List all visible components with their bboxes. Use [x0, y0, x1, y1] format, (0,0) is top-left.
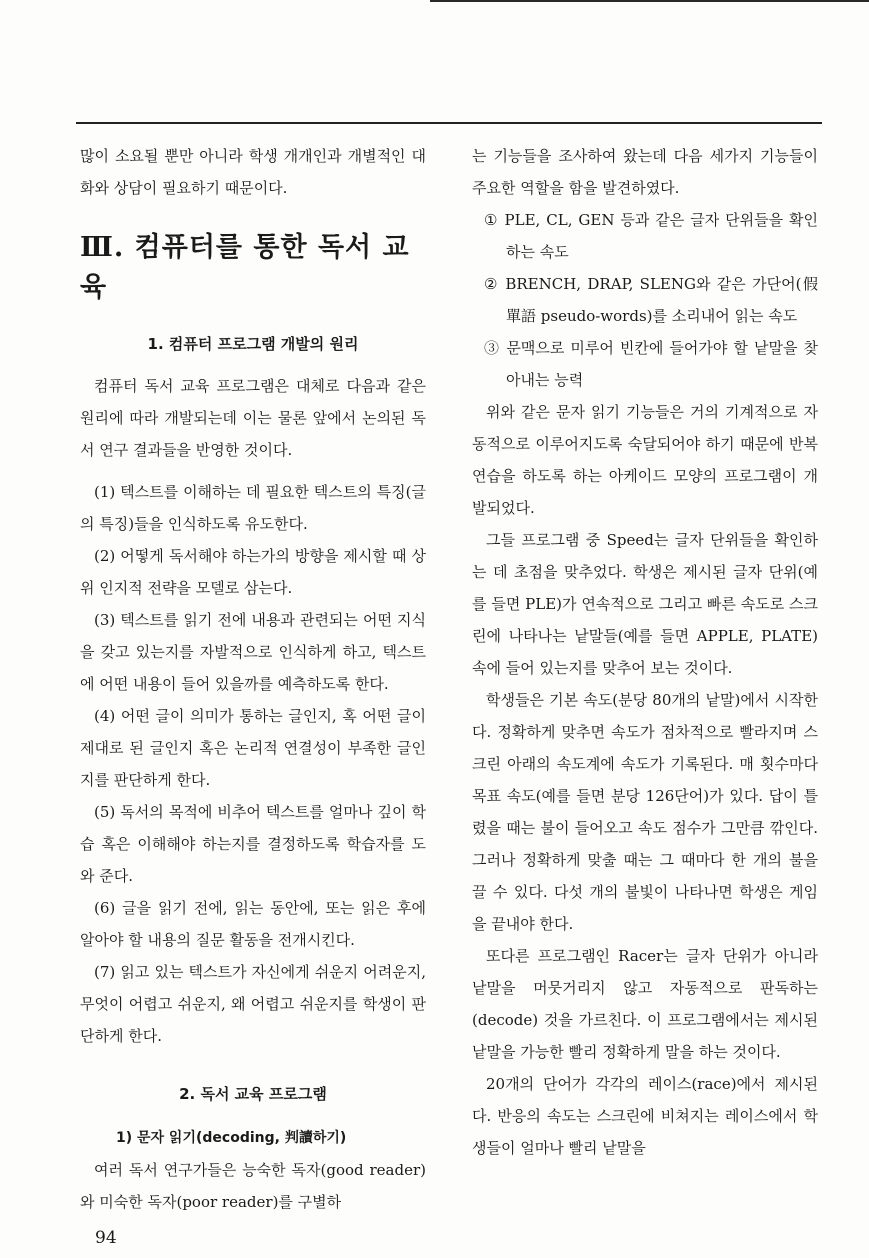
subsection-title: 2. 독서 교육 프로그램	[179, 1085, 327, 1103]
principle-item: (7) 읽고 있는 텍스트가 자신에게 쉬운지 어려운지, 무엇이 어렵고 쉬운지, 왜 어렵고 쉬운지를 학생이 판단하게 한다.	[80, 963, 426, 1045]
skill-item: ② BRENCH, DRAP, SLENG와 같은 가단어(假單語 pseudo-words)를 소리내어 읽는 속도	[484, 275, 818, 325]
right-column	[472, 140, 818, 1164]
principle-item: (3) 텍스트를 읽기 전에 내용과 관련되는 어떤 지식을 갖고 있는지를 자발적으로 인식하게 하고, 텍스트에 어떤 내용이 들어 있을까를 예측하도록 한다.	[80, 611, 426, 693]
body-paragraph: 그들 프로그램 중 Speed는 글자 단위들을 확인하는 데 초점을 맞추었다. 학생은 제시된 글자 단위(예를 들면 PLE)가 연속적으로 그리고 빠른 속도로 스크린에 나타나는 낱말들(예를 들면 APPLE, PLATE) 속에 들어 있는지를 맞추어 보는 것이다.	[472, 531, 818, 677]
principle-item: (1) 텍스트를 이해하는 데 필요한 텍스트의 특징(글의 특징)들을 인식하도록 유도한다.	[80, 483, 426, 533]
subsubsection-title: 1) 문자 읽기(decoding, 判讀하기)	[116, 1130, 347, 1146]
principle-item: (2) 어떻게 독서해야 하는가의 방향을 제시할 때 상위 인지적 전략을 모델로 삼는다.	[80, 547, 426, 597]
body-paragraph: 학생들은 기본 속도(분당 80개의 낱말)에서 시작한다. 정확하게 맞추면 속도가 점차적으로 빨라지며 스크린 아래의 속도계에 속도가 기록된다. 매 횟수마다 목표 속도(예를 들면 분당 126단어)가 있다. 답이 틀렸을 때는 불이 들어오고 속도 점수가 그만큼 깎인다. 그러나 정확하게 맞출 때는 그 때마다 한 개의 불을 끌 수 있다. 다섯 개의 불빛이 나타나면 학생은 게임을 끝내야 한다.	[472, 691, 818, 933]
left-column	[80, 140, 426, 1218]
top-border-line	[430, 0, 869, 2]
principle-item: (4) 어떤 글이 의미가 통하는 글인지, 혹 어떤 글이 제대로 된 글인지 혹은 논리적 연결성이 부족한 글인지를 판단하게 한다.	[80, 707, 426, 789]
header-rule	[76, 122, 822, 124]
body-paragraph: 또다른 프로그램인 Racer는 글자 단위가 아니라 낱말을 머뭇거리지 않고 자동적으로 판독하는(decode) 것을 가르친다. 이 프로그램에서는 제시된 낱말을 가능한 빨리 정확하게 말을 하는 것이다.	[472, 947, 818, 1061]
skill-item: ① PLE, CL, GEN 등과 같은 글자 단위들을 확인하는 속도	[484, 211, 818, 261]
body-paragraph: 여러 독서 연구가들은 능숙한 독자(good reader)와 미숙한 독자(poor reader)를 구별하	[80, 1161, 426, 1211]
body-paragraph: 위와 같은 문자 읽기 기능들은 거의 기계적으로 자동적으로 이루어지도록 숙달되어야 하기 때문에 반복 연습을 하도록 하는 아케이드 모양의 프로그램이 개발되었다.	[472, 403, 818, 517]
page-number: 94	[95, 1228, 117, 1248]
principle-item: (6) 글을 읽기 전에, 읽는 동안에, 또는 읽은 후에 알아야 할 내용의 질문 활동을 전개시킨다.	[80, 899, 426, 949]
body-paragraph: 20개의 단어가 각각의 레이스(race)에서 제시된다. 반응의 속도는 스크린에 비쳐지는 레이스에서 학생들이 얼마나 빨리 낱말을	[472, 1075, 818, 1157]
body-paragraph: 는 기능들을 조사하여 왔는데 다음 세가지 기능들이 주요한 역할을 함을 발견하였다.	[472, 147, 818, 197]
subsection-title: 1. 컴퓨터 프로그램 개발의 원리	[147, 335, 359, 353]
section-title: Ⅲ. 컴퓨터를 통한 독서 교육	[80, 232, 410, 303]
body-paragraph: 컴퓨터 독서 교육 프로그램은 대체로 다음과 같은 원리에 따라 개발되는데 이는 물론 앞에서 논의된 독서 연구 결과들을 반영한 것이다.	[80, 377, 426, 459]
intro-paragraph: 많이 소요될 뿐만 아니라 학생 개개인과 개별적인 대화와 상담이 필요하기 때문이다.	[80, 147, 426, 197]
skill-item: ③ 문맥으로 미루어 빈칸에 들어가야 할 낱말을 찾아내는 능력	[484, 339, 818, 389]
principle-item: (5) 독서의 목적에 비추어 텍스트를 얼마나 깊이 학습 혹은 이해해야 하는지를 결정하도록 학습자를 도와 준다.	[80, 803, 426, 885]
